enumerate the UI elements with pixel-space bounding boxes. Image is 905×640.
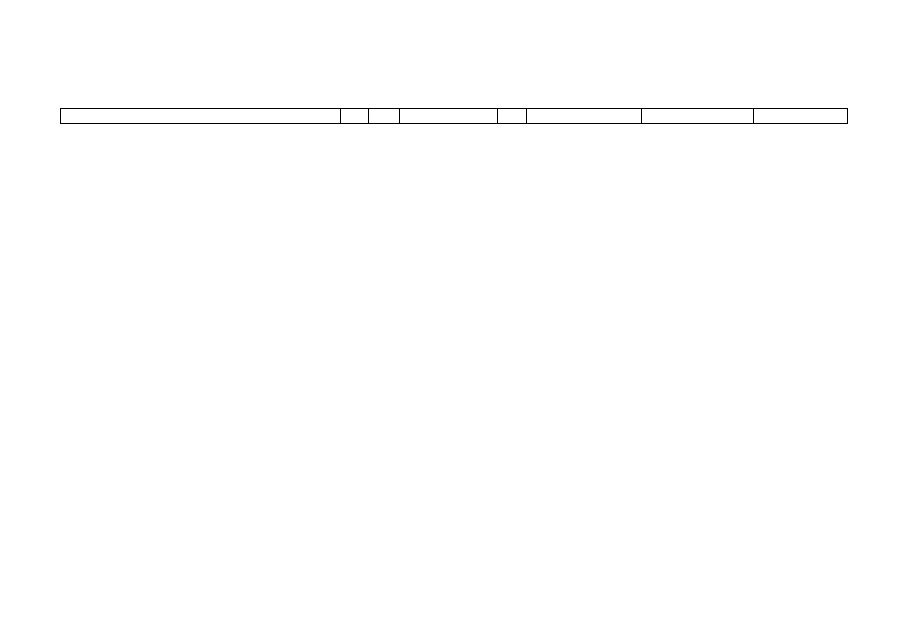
header-col-8 [754,109,847,123]
header-col-3 [369,109,400,123]
header-col-2 [341,109,369,123]
header-col-5 [498,109,527,123]
header-col-1 [61,109,341,123]
header-col-4 [400,109,498,123]
header-col-6 [527,109,642,123]
header-col-7 [642,109,754,123]
table-header [60,108,848,124]
